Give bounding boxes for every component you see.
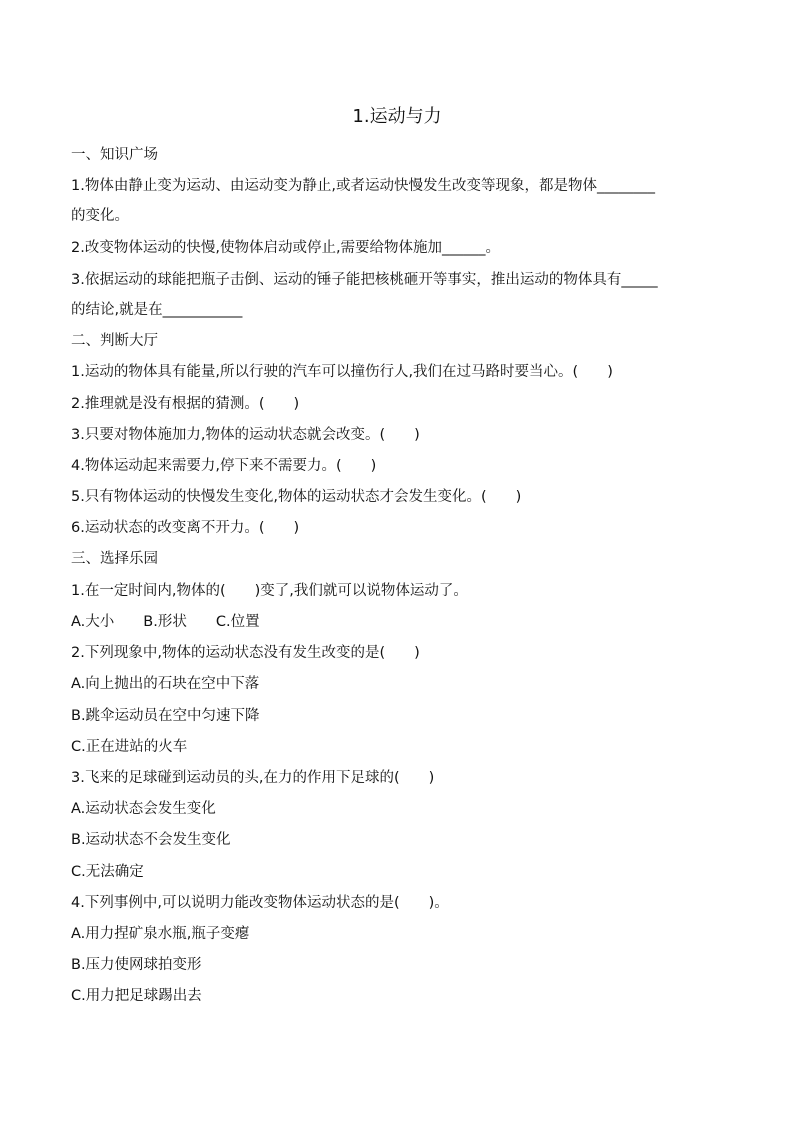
choice-question: 1.在一定时间内,物体的( )变了,我们就可以说物体运动了。 [71, 583, 468, 599]
choice-option: A.用力捏矿泉水瓶,瓶子变瘪 [71, 926, 250, 942]
question-text: 3.依据运动的球能把瓶子击倒、运动的锤子能把核桃砸开等事实，推出运动的物体具有_____ [71, 272, 658, 288]
choice-options: A.大小 B.形状 C.位置 [71, 614, 260, 630]
section-heading-knowledge: 一、知识广场 [71, 147, 158, 163]
page-title: 1.运动与力 [352, 106, 442, 127]
choice-option: C.用力把足球踢出去 [71, 988, 202, 1004]
true-false-item: 2.推理就是没有根据的猜测。( ) [71, 396, 300, 412]
section-heading-judgement: 二、判断大厅 [71, 333, 158, 349]
section-heading-choice: 三、选择乐园 [71, 551, 158, 567]
true-false-item: 4.物体运动起来需要力,停下来不需要力。( ) [71, 458, 377, 474]
choice-option: B.运动状态不会发生变化 [71, 832, 231, 848]
question-text: 2.改变物体运动的快慢,使物体启动或停止,需要给物体施加______。 [71, 240, 501, 256]
choice-option: B.跳伞运动员在空中匀速下降 [71, 708, 260, 724]
choice-option: B.压力使网球拍变形 [71, 957, 202, 973]
true-false-item: 3.只要对物体施加力,物体的运动状态就会改变。( ) [71, 427, 420, 443]
choice-question: 2.下列现象中,物体的运动状态没有发生改变的是( ) [71, 645, 420, 661]
question-text: 的变化。 [71, 208, 129, 224]
choice-question: 4.下列事例中,可以说明力能改变物体运动状态的是( )。 [71, 895, 449, 911]
choice-option: A.向上抛出的石块在空中下落 [71, 676, 260, 692]
question-text: 1.物体由静止变为运动、由运动变为静止,或者运动快慢发生改变等现象，都是物体________ [71, 178, 655, 194]
choice-option: C.正在进站的火车 [71, 739, 188, 755]
true-false-item: 5.只有物体运动的快慢发生变化,物体的运动状态才会发生变化。( ) [71, 489, 522, 505]
true-false-item: 1.运动的物体具有能量,所以行驶的汽车可以撞伤行人,我们在过马路时要当心。( ) [71, 364, 613, 380]
question-text: 的结论,就是在___________ [71, 302, 243, 318]
true-false-item: 6.运动状态的改变离不开力。( ) [71, 520, 300, 536]
choice-question: 3.飞来的足球碰到运动员的头,在力的作用下足球的( ) [71, 770, 435, 786]
choice-option: A.运动状态会发生变化 [71, 801, 216, 817]
choice-option: C.无法确定 [71, 864, 144, 880]
